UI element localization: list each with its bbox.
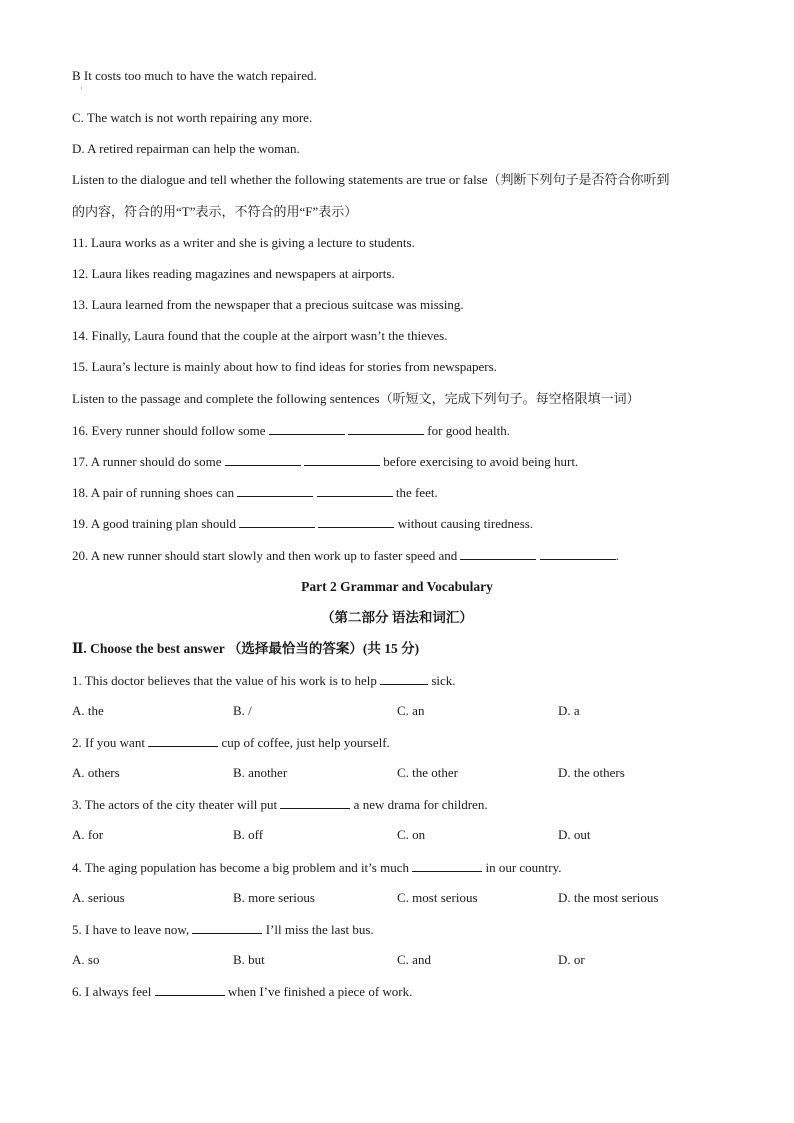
- tf-item-13: 13. Laura learned from the newspaper that a precious suitcase was missing.: [72, 297, 464, 312]
- question-text-before: 2. If you want: [72, 735, 145, 750]
- option-d[interactable]: D. out: [558, 827, 591, 842]
- option-a[interactable]: A. serious: [72, 890, 125, 905]
- fill-text-after: before exercising to avoid being hurt.: [383, 454, 579, 469]
- option-a[interactable]: A. the: [72, 703, 104, 718]
- tf-item-14: 14. Finally, Laura found that the couple at the airport wasn’t the thieves.: [72, 328, 448, 343]
- tf-item-15: 15. Laura’s lecture is mainly about how to find ideas for stories from newspapers.: [72, 359, 497, 374]
- question-text-after: a new drama for children.: [353, 797, 488, 812]
- fill-text-before: 19. A good training plan should: [72, 516, 236, 531]
- option-c[interactable]: C. the other: [397, 765, 459, 780]
- option-b[interactable]: B. more serious: [233, 890, 315, 905]
- question-4: [72, 859, 562, 876]
- question-text-before: 3. The actors of the city theater will put: [72, 797, 278, 812]
- answer-blank[interactable]: [318, 515, 394, 528]
- tf-instruction-line2: 的内容，符合的用“T”表示，不符合的用“F”表示）: [72, 204, 358, 219]
- fill-item-16: [72, 422, 510, 439]
- question-6: [72, 983, 412, 1000]
- question-text-after: in our country.: [485, 860, 562, 875]
- tf-item-11: 11. Laura works as a writer and she is giving a lecture to students.: [72, 235, 415, 250]
- answer-blank[interactable]: [280, 796, 350, 809]
- question-3: [72, 796, 488, 813]
- answer-blank[interactable]: [412, 859, 482, 872]
- option-c[interactable]: C. on: [397, 827, 426, 842]
- fill-text-before: 17. A runner should do some: [72, 454, 222, 469]
- question-5: [72, 921, 374, 938]
- option-c[interactable]: C. an: [397, 703, 425, 718]
- fill-item-20: [72, 547, 619, 564]
- option-d[interactable]: D. a: [558, 703, 580, 718]
- answer-blank[interactable]: [155, 983, 225, 996]
- answer-blank[interactable]: [239, 515, 315, 528]
- fill-text-before: 16. Every runner should follow some: [72, 423, 266, 438]
- answer-blank[interactable]: [348, 422, 424, 435]
- fill-item-19: [72, 515, 533, 532]
- choice-d: D. A retired repairman can help the woman.: [72, 141, 300, 156]
- part2-subtitle: （第二部分 语法和词汇）: [321, 610, 473, 625]
- question-text-before: 5. I have to leave now,: [72, 922, 190, 937]
- fill-text-after: .: [615, 548, 619, 563]
- fill-text-after: the feet.: [395, 485, 438, 500]
- choice-b: B It costs too much to have the watch repaired.: [72, 68, 317, 83]
- answer-blank[interactable]: [225, 453, 301, 466]
- answer-blank[interactable]: [460, 547, 536, 560]
- answer-blank[interactable]: [148, 734, 218, 747]
- option-c[interactable]: C. most serious: [397, 890, 478, 905]
- option-c[interactable]: C. and: [397, 952, 431, 967]
- option-d[interactable]: D. or: [558, 952, 585, 967]
- option-b[interactable]: B. another: [233, 765, 288, 780]
- fill-text-after: without causing tiredness.: [397, 516, 534, 531]
- option-d[interactable]: D. the others: [558, 765, 625, 780]
- question-text-before: 6. I always feel: [72, 984, 152, 999]
- option-a[interactable]: A. for: [72, 827, 104, 842]
- option-d[interactable]: D. the most serious: [558, 890, 659, 905]
- fill-instruction: Listen to the passage and complete the following sentences（听短文，完成下列句子。每空格限填一词）: [72, 391, 640, 406]
- fill-item-17: [72, 453, 578, 470]
- question-text-after: sick.: [431, 673, 456, 688]
- option-b[interactable]: B. off: [233, 827, 264, 842]
- fill-text-before: 18. A pair of running shoes can: [72, 485, 235, 500]
- fill-text-before: 20. A new runner should start slowly and then work up to faster speed and: [72, 548, 458, 563]
- option-a[interactable]: A. others: [72, 765, 120, 780]
- question-2: [72, 734, 390, 751]
- option-b[interactable]: B. but: [233, 952, 265, 967]
- option-b[interactable]: B. /: [233, 703, 252, 718]
- tf-item-12: 12. Laura likes reading magazines and newspapers at airports.: [72, 266, 395, 281]
- question-text-after: cup of coffee, just help yourself.: [221, 735, 390, 750]
- tf-instruction-line1: Listen to the dialogue and tell whether the following statements are true or false（判断下列句子是否符合你听到: [72, 172, 670, 187]
- answer-blank[interactable]: [192, 921, 262, 934]
- part2-title: Part 2 Grammar and Vocabulary: [301, 579, 493, 594]
- answer-blank[interactable]: [237, 484, 313, 497]
- question-text-after: I’ll miss the last bus.: [265, 922, 374, 937]
- choice-c: C. The watch is not worth repairing any more.: [72, 110, 313, 125]
- question-text-after: when I’ve finished a piece of work.: [227, 984, 413, 999]
- answer-blank[interactable]: [540, 547, 616, 560]
- answer-blank[interactable]: [269, 422, 345, 435]
- answer-blank[interactable]: [304, 453, 380, 466]
- answer-blank[interactable]: [317, 484, 393, 497]
- option-a[interactable]: A. so: [72, 952, 100, 967]
- fill-text-after: for good health.: [427, 423, 510, 438]
- section-heading: Ⅱ. Choose the best answer （选择最恰当的答案）(共 15 分): [72, 641, 420, 656]
- question-text-before: 1. This doctor believes that the value of his work is to help: [72, 673, 377, 688]
- stray-dot: ·: [80, 84, 83, 93]
- question-1: [72, 672, 456, 689]
- answer-blank[interactable]: [380, 672, 428, 685]
- question-text-before: 4. The aging population has become a big problem and it’s much: [72, 860, 409, 875]
- fill-item-18: [72, 484, 438, 501]
